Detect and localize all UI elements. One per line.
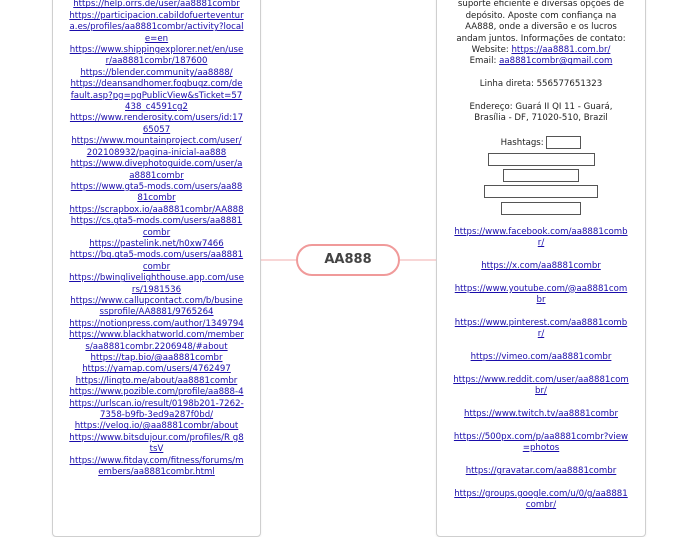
- profile-link[interactable]: https://www.renderosity.com/users/id:1765057: [69, 113, 244, 135]
- phone-text: Linha direta: 556577651323: [479, 79, 603, 90]
- profile-link[interactable]: https://pastelink.net/h0xw7466: [89, 238, 224, 249]
- hashtag-box[interactable]: [488, 153, 595, 166]
- email-label: Email:: [469, 56, 497, 67]
- left-links-list: [53, 0, 260, 478]
- central-topic-node[interactable]: [296, 244, 400, 276]
- profile-link[interactable]: https://deansandhomer.fogbugz.com/default.asp?pg=pgPublicView&sTicket=57438_c4591cg2: [70, 79, 243, 113]
- profile-link[interactable]: https://www.shippingexplorer.net/en/user/aa8881combr/187600: [69, 45, 244, 67]
- profile-link[interactable]: https://www.pozible.com/profile/aa888-4: [69, 387, 244, 398]
- profile-link[interactable]: https://www.fitday.com/fitness/forums/members/aa8881combr.html: [69, 455, 244, 478]
- social-link[interactable]: https://www.youtube.com/@aa8881combr: [454, 283, 628, 306]
- hashtag-box[interactable]: [503, 169, 579, 182]
- description-text: suporte eficiente e diversas opções de depósito. Aposte com confiança na AA888, onde a diversão e os lucros andam juntos. Informações de contato:: [456, 0, 626, 44]
- profile-link[interactable]: https://urlscan.io/result/0198b201-7262-7358-b9fb-3ed9a287f0bd/: [69, 398, 244, 421]
- profile-link[interactable]: https://participacion.cabildofuerteventura.es/profiles/aa8881combr/activity?locale=en: [69, 10, 244, 44]
- profile-link[interactable]: https://bwinglivelighthouse.app.com/users/1981536: [69, 273, 244, 295]
- social-link[interactable]: https://www.pinterest.com/aa8881combr/: [454, 317, 628, 340]
- social-link[interactable]: https://vimeo.com/aa8881combr: [470, 352, 612, 363]
- social-link[interactable]: https://www.reddit.com/user/aa8881combr/: [453, 374, 629, 397]
- profile-link[interactable]: https://www.blackhatworld.com/members/aa8881combr.2206948/#about: [69, 330, 244, 352]
- profile-link[interactable]: https://www.gta5-mods.com/users/aa8881combr: [70, 181, 243, 204]
- profile-link[interactable]: https://velog.io/@aa8881combr/about: [74, 421, 239, 432]
- profile-link[interactable]: https://cs.gta5-mods.com/users/aa8881combr: [70, 216, 243, 238]
- profile-link[interactable]: https://bg.gta5-mods.com/users/aa8881combr: [69, 250, 244, 272]
- hashtags-label: Hashtags:: [500, 138, 544, 149]
- profile-link[interactable]: https://notionpress.com/author/1349794: [69, 318, 244, 329]
- hashtag-box[interactable]: [546, 136, 581, 149]
- left-links-panel: [52, 0, 261, 537]
- social-link[interactable]: https://www.twitch.tv/aa8881combr: [464, 409, 618, 420]
- email-link[interactable]: aa8881combr@gmail.com: [499, 56, 613, 67]
- address-text: Endereço: Guará II QI 11 - Guará, Brasília - DF, 71020-510, Brazil: [469, 102, 613, 124]
- profile-link[interactable]: https://tap.bio/@aa8881combr: [90, 353, 223, 363]
- hashtag-box[interactable]: [501, 202, 581, 215]
- hashtag-box[interactable]: [484, 185, 598, 198]
- website-link[interactable]: https://aa8881.com.br/: [511, 45, 611, 56]
- social-links-list: [453, 227, 629, 512]
- profile-link[interactable]: https://linqto.me/about/aa8881combr: [75, 375, 238, 386]
- profile-link[interactable]: https://help.orrs.de/user/aa8881combr: [73, 0, 240, 10]
- profile-link[interactable]: https://scrapbox.io/aa8881combr/AA888: [69, 204, 244, 215]
- profile-link[interactable]: https://blender.community/aa8888/: [80, 67, 233, 78]
- website-line: [453, 45, 629, 56]
- central-topic-label: AA888: [324, 252, 372, 267]
- social-link[interactable]: https://www.facebook.com/aa8881combr/: [454, 226, 628, 249]
- profile-link[interactable]: https://www.bitsdujour.com/profiles/R g8tsV: [69, 432, 244, 455]
- profile-link[interactable]: https://www.mountainproject.com/user/202108932/pagina-inicial-aa888: [71, 136, 242, 158]
- email-line: [453, 56, 629, 67]
- social-link[interactable]: https://x.com/aa8881combr: [481, 260, 601, 271]
- right-details-panel: [436, 0, 646, 537]
- social-link[interactable]: https://groups.google.com/u/0/g/aa8881combr/: [454, 488, 628, 511]
- profile-link[interactable]: https://www.callupcontact.com/b/businessprofile/AA8881/9765264: [70, 295, 243, 318]
- social-link[interactable]: https://gravatar.com/aa8881combr: [465, 466, 617, 477]
- profile-link[interactable]: https://yamap.com/users/4762497: [82, 364, 231, 375]
- website-label: Website:: [471, 45, 509, 56]
- social-link[interactable]: https://500px.com/p/aa8881combr?view=photos: [453, 431, 629, 454]
- hashtags-line: [453, 136, 629, 149]
- profile-link[interactable]: https://www.divephotoguide.com/user/aa8881combr: [70, 159, 243, 181]
- right-details-content: [437, 0, 645, 523]
